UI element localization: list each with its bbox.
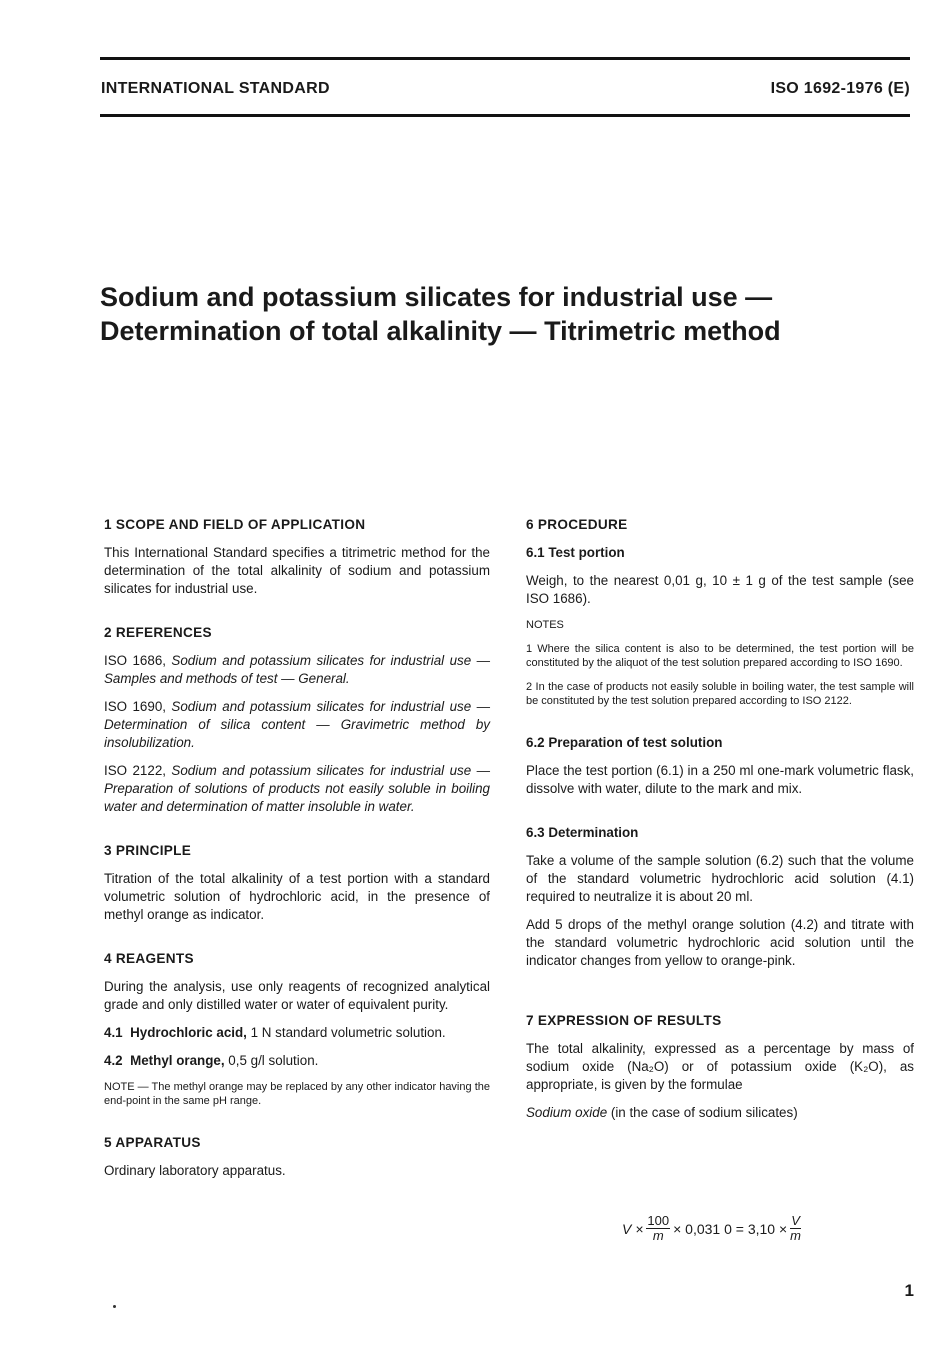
reagent-4-1: 4.1 Hydrochloric acid, 1 N standard volumetric solution. bbox=[104, 1025, 446, 1040]
sodium-oxide-label: Sodium oxide (in the case of sodium silicates) bbox=[526, 1105, 798, 1120]
notes-label: NOTES bbox=[526, 619, 564, 631]
title-line-1: Sodium and potassium silicates for industrial use — bbox=[100, 282, 773, 312]
subsection-6-2-heading: 6.2 Preparation of test solution bbox=[526, 735, 723, 750]
section-7-text: The total alkalinity, expressed as a percentage by mass of sodium oxide (Na₂O) or of potassium oxide (K₂O), as appropriate, is given by the formulae bbox=[526, 1041, 914, 1092]
page-number: 1 bbox=[904, 1281, 914, 1300]
section-5-heading: 5 APPARATUS bbox=[104, 1135, 201, 1150]
reagent-4-2: 4.2 Methyl orange, 0,5 g/l solution. bbox=[104, 1053, 319, 1068]
formula-v: V × bbox=[622, 1220, 644, 1237]
section-3-heading: 3 PRINCIPLE bbox=[104, 843, 192, 858]
section-1-heading: 1 SCOPE AND FIELD OF APPLICATION bbox=[104, 517, 366, 532]
section-6-heading: 6 PROCEDURE bbox=[526, 517, 628, 532]
subsection-6-1-heading: 6.1 Test portion bbox=[526, 545, 625, 560]
subsection-6-3-text-1: Take a volume of the sample solution (6.2) such that the volume of the standard volumetric hydrochloric acid solution (4.1) required to neutralize it is about 20 ml. bbox=[526, 853, 914, 904]
section-5-text: Ordinary laboratory apparatus. bbox=[104, 1163, 286, 1178]
title-line-2: Determination of total alkalinity — Titrimetric method bbox=[100, 316, 781, 346]
subsection-6-2-text: Place the test portion (6.1) in a 250 ml one-mark volumetric flask, dissolve with water, dilute to the mark and mix. bbox=[526, 763, 914, 796]
reference-item: ISO 2122, Sodium and potassium silicates for industrial use — Preparation of solutions of products not easily soluble in boiling water and determination of matter insoluble in water. bbox=[104, 763, 490, 814]
header-rule bbox=[100, 114, 910, 117]
left-column bbox=[104, 516, 490, 1190]
subsection-6-3-text-2: Add 5 drops of the methyl orange solution (4.2) and titrate with the standard volumetric hydrochloric acid solution until the indicator changes from yellow to orange-pink. bbox=[526, 917, 914, 968]
reference-item: ISO 1690, Sodium and potassium silicates for industrial use — Determination of silica content — Gravimetric method by insolubilization. bbox=[104, 699, 490, 750]
section-1-text: This International Standard specifies a titrimetric method for the determination of the total alkalinity of sodium and potassium silicates for industrial use. bbox=[104, 545, 490, 596]
section-4-heading: 4 REAGENTS bbox=[104, 951, 194, 966]
right-column bbox=[526, 516, 914, 1132]
section-7-heading: 7 EXPRESSION OF RESULTS bbox=[526, 1013, 722, 1028]
note-2: 2 In the case of products not easily soluble in boiling water, the test sample will be constituted by the test solution prepared according to ISO 2122. bbox=[526, 681, 914, 707]
formula-fraction-1: $\frac{100}{m}$ bbox=[647, 1213, 670, 1243]
section-4-text: During the analysis, use only reagents of recognized analytical grade and only distilled water or water of equivalent purity. bbox=[104, 979, 490, 1012]
alkalinity-formula bbox=[622, 1214, 801, 1243]
document-title bbox=[100, 280, 920, 348]
section-2-heading: 2 REFERENCES bbox=[104, 625, 212, 640]
section-3-text: Titration of the total alkalinity of a test portion with a standard volumetric solution of hydrochloric acid, in the presence of methyl orange as indicator. bbox=[104, 871, 490, 922]
document-type: INTERNATIONAL STANDARD bbox=[101, 80, 330, 97]
subsection-6-1-text: Weigh, to the nearest 0,01 g, 10 ± 1 g of the test sample (see ISO 1686). bbox=[526, 573, 914, 606]
standard-number: ISO 1692-1976 (E) bbox=[770, 80, 910, 97]
scan-speck bbox=[113, 1305, 116, 1308]
reagent-note: NOTE — The methyl orange may be replaced by any other indicator having the end-point in the same pH range. bbox=[104, 1081, 490, 1107]
subsection-6-3-heading: 6.3 Determination bbox=[526, 825, 639, 840]
formula-middle: × 0,031 0 = 3,10 × bbox=[673, 1220, 788, 1237]
top-rule bbox=[100, 57, 910, 60]
formula-fraction-2: $\frac{V}{m}$ bbox=[790, 1213, 801, 1243]
note-1: 1 Where the silica content is also to be determined, the test portion will be constituted by the aliquot of the test solution prepared according to ISO 1690. bbox=[526, 643, 914, 669]
reference-item: ISO 1686, Sodium and potassium silicates for industrial use — Samples and methods of test — General. bbox=[104, 653, 490, 686]
